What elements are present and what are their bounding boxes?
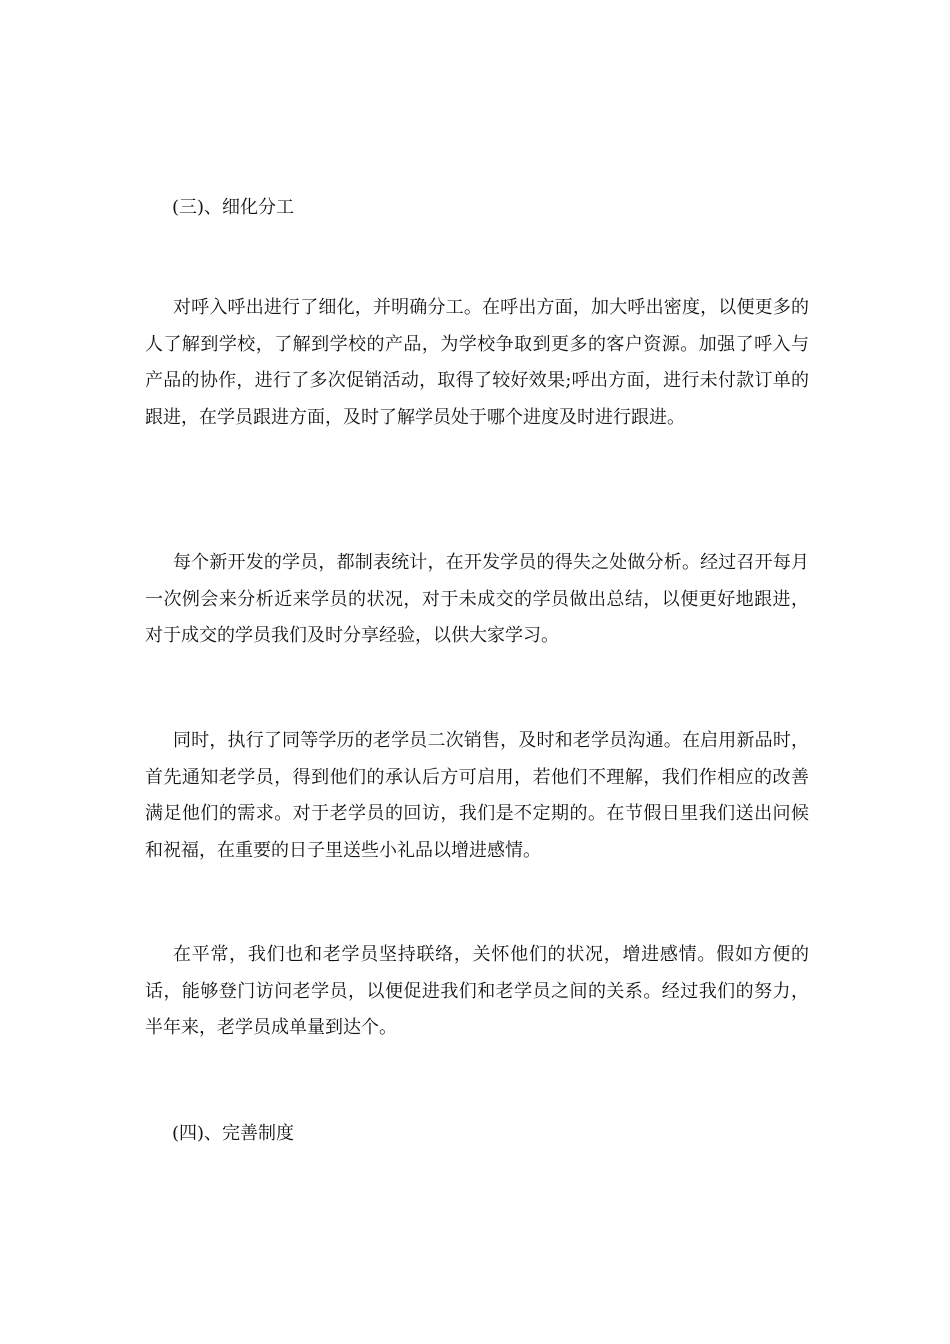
paragraph-3: 同时，执行了同等学历的老学员二次销售，及时和老学员沟通。在启用新品时，首先通知老学员，得到他们的承认后方可启用，若他们不理解，我们作相应的改善满足他们的需求。对于老学员的回访，我们是不定期的。在节假日里我们送出问候和祝福，在重要的日子里送些小礼品以增进感情。 <box>145 730 809 861</box>
paragraph-4: 在平常，我们也和老学员坚持联络，关怀他们的状况，增进感情。假如方便的话，能够登门访问老学员，以便促进我们和老学员之间的关系。经过我们的努力，半年来，老学员成单量到达个。 <box>145 944 809 1038</box>
section-heading-4: (四)、完善制度 <box>172 1123 295 1144</box>
paragraph-1: 对呼入呼出进行了细化，并明确分工。在呼出方面，加大呼出密度，以便更多的人了解到学校，了解到学校的产品，为学校争取到更多的客户资源。加强了呼入与产品的协作，进行了多次促销活动，取得了较好效果;呼出方面，进行未付款订单的跟进，在学员跟进方面，及时了解学员处于哪个进度及时进行跟进。 <box>145 297 809 428</box>
paragraph-2: 每个新开发的学员，都制表统计，在开发学员的得失之处做分析。经过召开每月一次例会来分析近来学员的状况，对于未成交的学员做出总结，以便更好地跟进，对于成交的学员我们及时分享经验，以供大家学习。 <box>145 552 809 646</box>
section-heading-3: (三)、细化分工 <box>172 197 295 218</box>
